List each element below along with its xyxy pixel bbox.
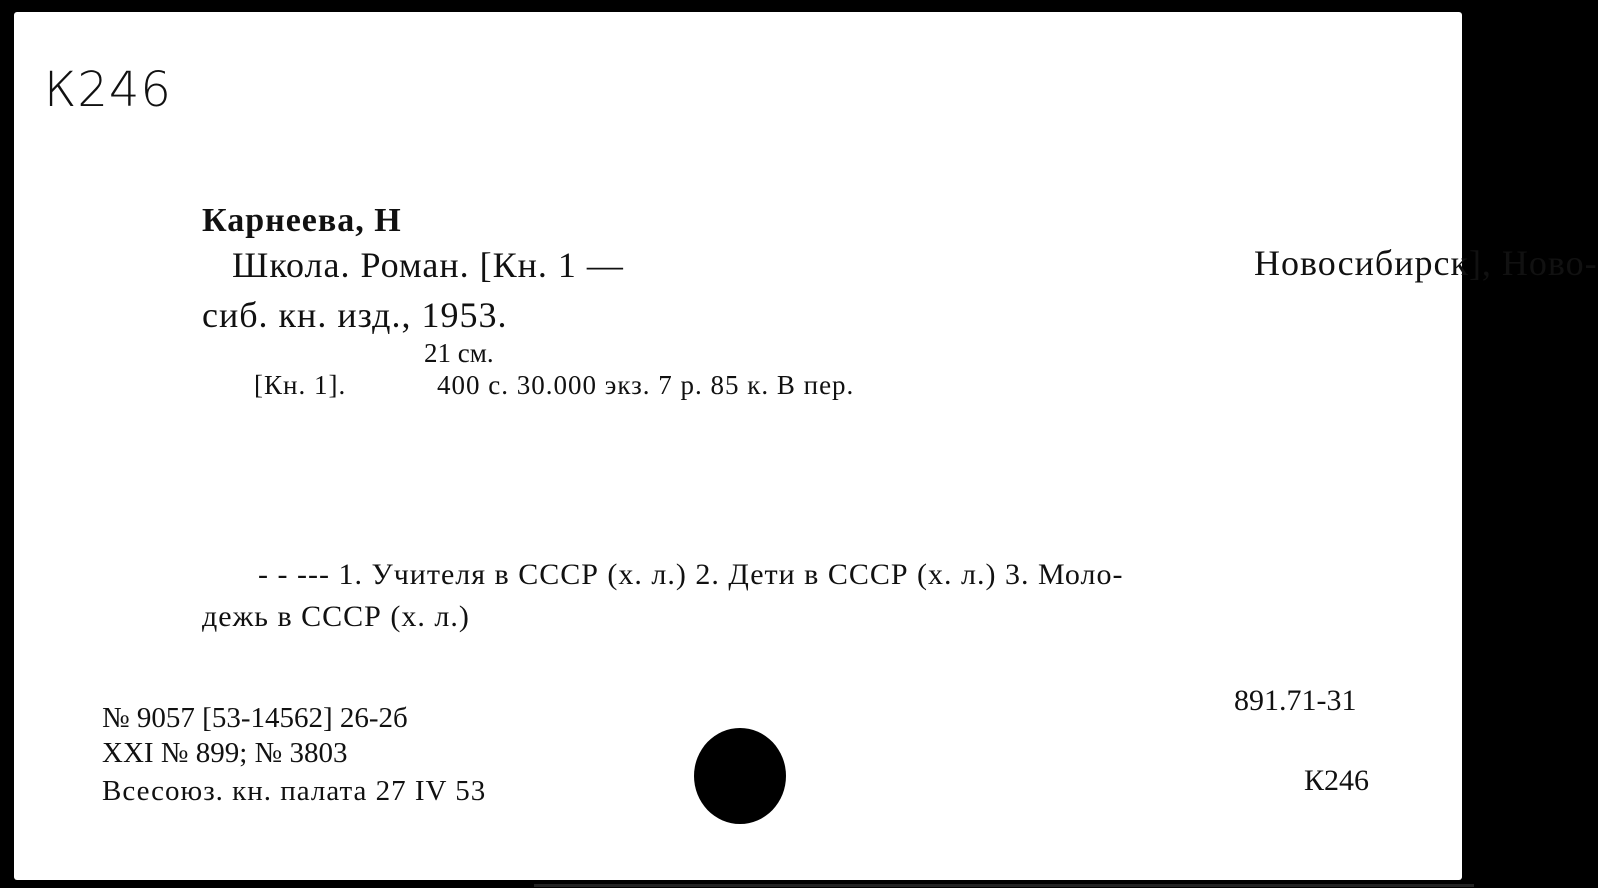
handwritten-call-number: К246 — [44, 62, 172, 118]
title-line-left: Школа. Роман. [Кн. 1 — — [232, 245, 624, 285]
registry-number: XXI № 899; № 3803 — [102, 737, 348, 769]
classification-number: 891.71-31 — [1234, 684, 1357, 717]
book-chamber-line: Всесоюз. кн. палата 27 IV 53 — [102, 775, 487, 807]
scan-edge — [1462, 10, 1478, 888]
record-number: № 9057 [53-14562] 26-2б — [102, 702, 408, 734]
book-size: 21 см. — [424, 338, 494, 368]
bottom-rule — [534, 884, 1474, 887]
punch-hole — [694, 728, 786, 824]
publisher-line: сиб. кн. изд., 1953. — [202, 295, 508, 335]
author-heading: Карнеева, Н — [202, 202, 402, 239]
catalog-card — [14, 12, 1598, 880]
volume-label: [Кн. 1]. — [254, 370, 347, 400]
title-line-right: Новосибирск], Ново- — [1254, 243, 1598, 283]
subject-headings-line2: дежь в СССР (х. л.) — [202, 600, 470, 633]
physical-description: 400 с. 30.000 экз. 7 р. 85 к. В пер. — [437, 370, 855, 400]
cutter-number: К246 — [1304, 764, 1370, 797]
subject-headings-line1: - - --- 1. Учителя в СССР (х. л.) 2. Дети в СССР (х. л.) 3. Моло- — [258, 558, 1124, 591]
